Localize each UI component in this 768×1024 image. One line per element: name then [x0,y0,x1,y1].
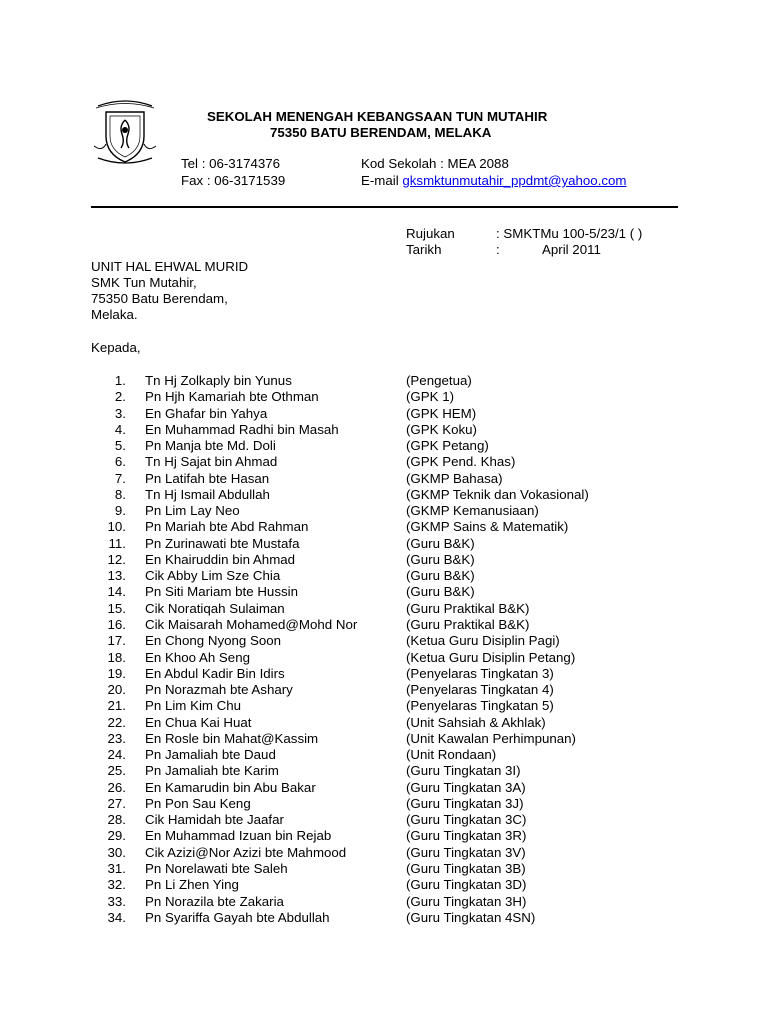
recipient-name: Pn Norelawati bte Saleh [145,860,288,876]
recipient-position: (GPK HEM) [406,405,477,421]
recipient-position: (Guru Tingkatan 3C) [406,812,527,828]
recipient-number: 27. [107,795,126,811]
recipient-name: En Rosle bin Mahat@Kassim [145,730,319,746]
recipient-number: 8. [114,486,126,502]
recipient-row [0,584,768,600]
recipient-name: Cik Abby Lim Sze Chia [145,568,281,584]
recipient-number: 25. [107,763,126,779]
recipient-name: Tn Hj Zolkaply bin Yunus [145,373,292,388]
recipient-name: Pn Norazmah bte Ashary [145,682,293,698]
sender-school: SMK Tun Mutahir, [91,275,197,290]
recipient-row [0,471,768,487]
recipient-name: En Muhammad Radhi bin Masah [145,421,339,437]
recipient-position: (GKMP Sains & Matematik) [406,519,569,535]
recipient-position: (GPK 1) [406,389,455,405]
recipient-name: Pn Pon Sau Keng [145,795,251,811]
recipient-row [0,894,768,910]
recipient-number: 2. [114,389,126,405]
recipient-position: (Guru Praktikal B&K) [406,600,530,616]
recipient-row [0,519,768,535]
recipient-number: 17. [107,633,126,649]
recipient-number: 11. [108,535,126,551]
school-address: 75350 BATU BERENDAM, MELAKA [270,125,492,140]
recipient-position: (Penyelaras Tingkatan 5) [406,698,554,714]
recipient-position: (Guru Tingkatan 3H) [406,893,527,909]
recipient-position: (GKMP Kemanusiaan) [406,503,539,519]
recipient-row [0,617,768,633]
recipient-name: Cik Azizi@Nor Azizi bte Mahmood [145,844,347,860]
recipient-row [0,845,768,861]
recipient-row [0,422,768,438]
recipient-name: Pn Syariffa Gayah bte Abdullah [145,909,330,925]
recipient-name: Pn Norazila bte Zakaria [145,893,284,909]
recipient-name: Pn Zurinawati bte Mustafa [145,535,300,551]
sender-town: 75350 Batu Berendam, [91,291,228,306]
recipient-number: 12. [107,551,126,567]
recipient-number: 34. [107,909,126,925]
recipient-position: (GPK Pend. Khas) [406,454,516,470]
email-line [361,173,627,189]
recipient-name: Pn Jamaliah bte Karim [145,763,279,779]
sender-unit: UNIT HAL EHWAL MURID [91,259,249,274]
rujukan-value: : SMKTMu 100-5/23/1 ( ) [496,226,643,241]
recipient-number: 24. [107,747,126,763]
school-code: Kod Sekolah : MEA 2088 [361,156,509,171]
recipient-number: 7. [114,470,126,486]
email-link[interactable]: gksmktunmutahir_ppdmt@yahoo.com [402,173,627,188]
telephone: Tel : 06-3174376 [181,156,281,171]
recipient-name: Pn Hjh Kamariah bte Othman [145,389,319,405]
recipient-position: (GPK Petang) [406,438,489,454]
salutation: Kepada, [91,340,141,355]
recipient-number: 1. [114,373,126,388]
recipient-name: En Kamarudin bin Abu Bakar [145,779,316,795]
recipient-position: (Guru B&K) [406,551,475,567]
email-label: E-mail [361,173,403,188]
recipient-row [0,812,768,828]
recipient-number: 29. [107,828,126,844]
recipient-name: Pn Li Zhen Ying [145,877,239,893]
recipient-position: (Guru B&K) [406,535,475,551]
recipient-row [0,389,768,405]
recipient-position: (Guru Praktikal B&K) [406,616,530,632]
recipient-name: En Khoo Ah Seng [145,649,250,665]
recipient-row [0,650,768,666]
recipient-number: 13. [107,568,126,584]
tarikh-colon: : [496,242,500,257]
recipient-row [0,666,768,682]
recipient-name: Tn Hj Ismail Abdullah [145,486,270,502]
recipient-number: 23. [107,730,126,746]
recipient-name: Cik Noratiqah Sulaiman [145,600,285,616]
recipient-row [0,406,768,422]
recipient-row [0,731,768,747]
recipient-number: 5. [114,438,126,454]
recipient-row [0,747,768,763]
school-name: SEKOLAH MENENGAH KEBANGSAAN TUN MUTAHIR [207,109,548,124]
recipient-row [0,438,768,454]
recipient-name: En Muhammad Izuan bin Rejab [145,828,332,844]
recipient-number: 18. [107,649,126,665]
recipient-position: (Guru Tingkatan 3A) [406,779,526,795]
recipient-name: Pn Mariah bte Abd Rahman [145,519,309,535]
recipient-name: Pn Jamaliah bte Daud [145,747,276,763]
recipient-row [0,601,768,617]
recipient-number: 26. [107,779,126,795]
recipient-row [0,552,768,568]
recipient-number: 9. [114,503,126,519]
recipient-number: 15. [107,600,126,616]
rujukan-label: Rujukan [406,226,455,241]
school-crest-icon [92,96,158,168]
recipient-row [0,568,768,584]
recipient-name: Pn Lim Lay Neo [145,503,240,519]
recipient-row [0,682,768,698]
recipient-position: (Guru B&K) [406,584,475,600]
recipient-number: 31. [107,860,126,876]
recipient-name: Pn Manja bte Md. Doli [145,438,276,454]
recipient-row [0,715,768,731]
recipient-name: En Chua Kai Huat [145,714,252,730]
recipient-row [0,454,768,470]
recipient-row [0,373,768,389]
recipient-name: Tn Hj Sajat bin Ahmad [145,454,278,470]
tarikh-value: April 2011 [542,242,601,257]
recipient-row [0,877,768,893]
recipient-name: Cik Maisarah Mohamed@Mohd Nor [145,616,358,632]
recipient-position: (Unit Sahsiah & Akhlak) [406,714,546,730]
recipient-number: 21. [107,698,126,714]
recipient-position: (Guru Tingkatan 3V) [406,844,526,860]
tarikh-label: Tarikh [406,242,442,257]
recipient-row [0,796,768,812]
recipient-number: 16. [107,616,126,632]
recipient-row [0,763,768,779]
recipient-number: 28. [107,812,126,828]
recipient-number: 3. [114,405,126,421]
recipient-number: 10. [107,519,126,535]
fax: Fax : 06-3171539 [181,173,286,188]
recipient-number: 30. [107,844,126,860]
recipient-name: En Abdul Kadir Bin Idirs [145,665,285,681]
recipient-row [0,536,768,552]
recipient-row [0,633,768,649]
recipient-name: En Chong Nyong Soon [145,633,282,649]
recipient-position: (Ketua Guru Disiplin Pagi) [406,633,560,649]
recipient-row [0,698,768,714]
header-divider [91,206,678,208]
recipient-position: (Guru Tingkatan 3R) [406,828,527,844]
recipient-position: (Penyelaras Tingkatan 3) [406,665,554,681]
recipient-position: (Penyelaras Tingkatan 4) [406,682,554,698]
recipient-name: Pn Lim Kim Chu [145,698,242,714]
recipient-position: (Guru Tingkatan 3B) [406,860,526,876]
recipient-number: 32. [107,877,126,893]
recipient-row [0,828,768,844]
recipient-position: (Unit Rondaan) [406,747,497,763]
recipient-name: Pn Latifah bte Hasan [145,470,270,486]
recipient-number: 4. [114,421,126,437]
sender-state: Melaka. [91,307,138,322]
recipient-position: (Guru Tingkatan 3D) [406,877,527,893]
recipient-position: (GKMP Bahasa) [406,470,503,486]
recipient-position: (Guru B&K) [406,568,475,584]
recipient-position: (GKMP Teknik dan Vokasional) [406,486,589,502]
recipient-number: 33. [107,893,126,909]
recipient-row [0,503,768,519]
recipient-position: (Guru Tingkatan 3I) [406,763,521,779]
recipient-name: Pn Siti Mariam bte Hussin [145,584,298,600]
recipient-row [0,861,768,877]
recipient-number: 14. [107,584,126,600]
recipient-row [0,487,768,503]
recipient-position: (Guru Tingkatan 3J) [406,795,524,811]
recipient-number: 22. [107,714,126,730]
recipient-name: Cik Hamidah bte Jaafar [145,812,284,828]
recipient-position: (Pengetua) [406,373,472,388]
recipient-row [0,780,768,796]
recipient-name: En Khairuddin bin Ahmad [145,551,296,567]
recipient-number: 20. [107,682,126,698]
recipient-row [0,910,768,926]
recipient-position: (Unit Kawalan Perhimpunan) [406,730,576,746]
recipient-name: En Ghafar bin Yahya [145,405,268,421]
recipient-position: (GPK Koku) [406,421,477,437]
recipient-number: 19. [107,665,126,681]
recipient-number: 6. [114,454,126,470]
recipient-position: (Guru Tingkatan 4SN) [406,909,536,925]
recipient-list [0,373,768,926]
recipient-position: (Ketua Guru Disiplin Petang) [406,649,576,665]
